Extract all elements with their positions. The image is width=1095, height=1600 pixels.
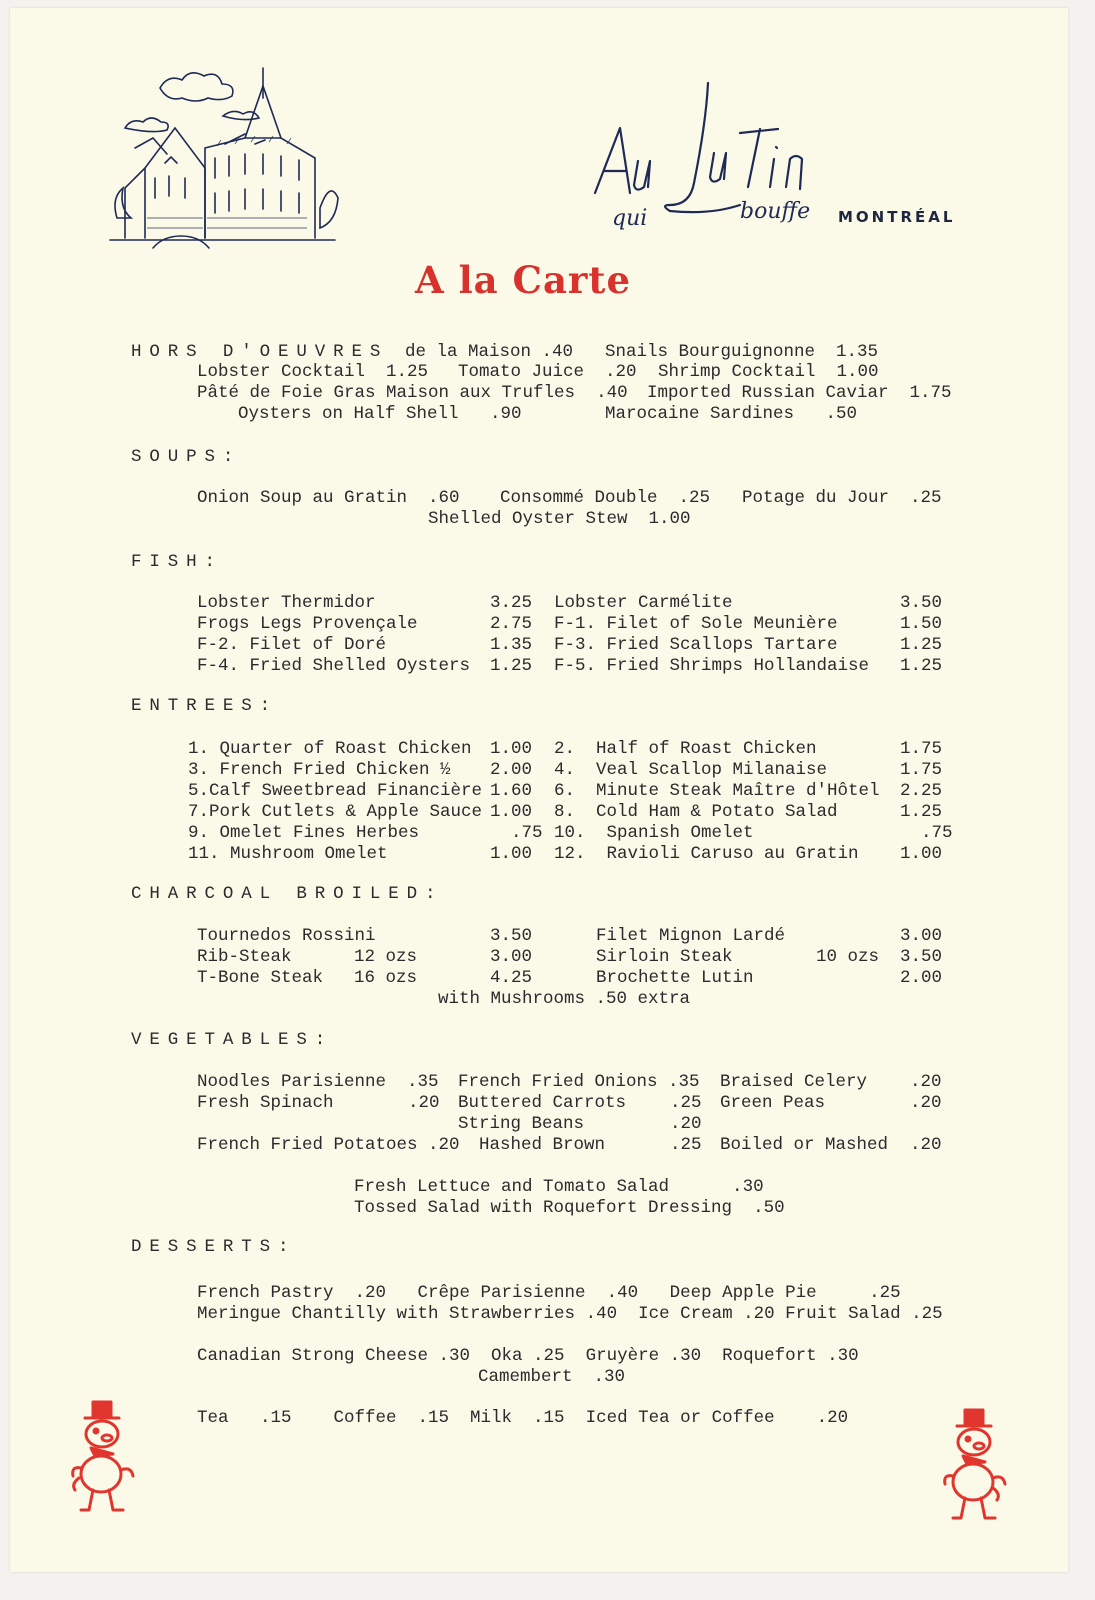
menu-line: Meringue Chantilly with Strawberries .40 Ice Cream .20 Fruit Salad .25 [197, 1304, 943, 1324]
menu-item-price: 1.35 [490, 635, 533, 655]
pig-mascot-right-icon [935, 1408, 1015, 1528]
menu-item-name: 4. Veal Scallop Milanaise [554, 760, 828, 780]
menu-item-price: .20 [910, 1093, 942, 1113]
menu-item-price: .75 [511, 823, 543, 843]
menu-line: Pâté de Foie Gras Maison aux Trufles .40 [197, 383, 628, 403]
menu-line: Snails Bourguignonne 1.35 [605, 342, 879, 362]
pig-mascot-left-icon [65, 1398, 145, 1518]
menu-item-price: 3.50 [900, 593, 943, 613]
menu-item-price: 4.25 [490, 968, 533, 988]
menu-item-name: F-4. Fried Shelled Oysters [197, 656, 471, 676]
menu-item-price: 3.00 [490, 947, 533, 967]
menu-line: Imported Russian Caviar 1.75 [647, 383, 952, 403]
menu-item-price: 1.00 [900, 844, 943, 864]
menu-item-name: Lobster Thermidor [197, 593, 376, 613]
menu-item-price: 1.50 [900, 614, 943, 634]
menu-line: French Fried Onions .35 [458, 1072, 700, 1092]
menu-item-weight: 12 ozs [354, 947, 418, 967]
menu-item-price: 3.50 [900, 947, 943, 967]
logo-sub-left: qui [612, 206, 648, 231]
menu-item-name: 1. Quarter of Roast Chicken [188, 739, 472, 759]
menu-item-name: Green Peas [720, 1093, 826, 1113]
menu-item-name: Rib-Steak [197, 947, 292, 967]
menu-item-name: Brochette Lutin [596, 968, 754, 988]
section-heading-fish: FISH: [131, 552, 223, 572]
menu-item-price: .25 [670, 1135, 702, 1155]
menu-item-price: 2.00 [490, 760, 533, 780]
menu-item-name: Sirloin Steak [596, 947, 733, 967]
section-heading-hors-doeuvres: HORS D'OEUVRES [131, 342, 389, 362]
menu-line: de la Maison .40 [405, 342, 574, 362]
menu-line: Fresh Lettuce and Tomato Salad .30 [354, 1177, 764, 1197]
au-lutin-logo [590, 73, 840, 243]
menu-item-price: 1.00 [490, 844, 533, 864]
menu-item-weight: 16 ozs [354, 968, 418, 988]
menu-item-price: 1.60 [490, 781, 533, 801]
page-title: A la Carte [415, 258, 632, 302]
section-heading-desserts: DESSERTS: [131, 1237, 297, 1257]
menu-item-price: 1.75 [900, 760, 943, 780]
menu-item-price: 2.00 [900, 968, 943, 988]
menu-item-name: Lobster Carmélite [554, 593, 733, 613]
logo-sub-right: bouffe [740, 199, 811, 224]
menu-item-name: F-3. Fried Scallops Tartare [554, 635, 838, 655]
menu-item-price: 2.25 [900, 781, 943, 801]
menu-line: French Fried Potatoes .20 [197, 1135, 460, 1155]
menu-item-price: .20 [910, 1072, 942, 1092]
section-heading-vegetables: VEGETABLES: [131, 1030, 334, 1050]
menu-line: Marocaine Sardines .50 [605, 404, 858, 424]
menu-line: Tossed Salad with Roquefort Dressing .50 [354, 1198, 785, 1218]
menu-item-name: Boiled or Mashed [720, 1135, 889, 1155]
menu-item-price: 1.25 [900, 635, 943, 655]
menu-line: Lobster Cocktail 1.25 [197, 362, 429, 382]
restaurant-sketch-illustration [105, 58, 345, 258]
menu-item-name: T-Bone Steak [197, 968, 324, 988]
menu-item-name: Buttered Carrots [458, 1093, 627, 1113]
menu-item-price: .75 [921, 823, 953, 843]
menu-line: French Pastry .20 Crêpe Parisienne .40 Deep Apple Pie .25 [197, 1283, 901, 1303]
menu-item-name: 8. Cold Ham & Potato Salad [554, 802, 838, 822]
menu-line: Consommé Double .25 [500, 488, 711, 508]
menu-item-price: 3.00 [900, 926, 943, 946]
menu-item-name: F-1. Filet of Sole Meunière [554, 614, 838, 634]
menu-page [10, 8, 1068, 1572]
menu-line: Potage du Jour .25 [742, 488, 942, 508]
menu-item-name: 2. Half of Roast Chicken [554, 739, 817, 759]
menu-line: Canadian Strong Cheese .30 Oka .25 Gruyère .30 Roquefort .30 [197, 1346, 859, 1366]
city-label: MONTRÉAL [838, 208, 956, 226]
menu-item-name: String Beans [458, 1114, 585, 1134]
menu-item-name: 3. French Fried Chicken ½ [188, 760, 451, 780]
menu-line: Onion Soup au Gratin .60 [197, 488, 460, 508]
menu-item-name: Frogs Legs Provençale [197, 614, 418, 634]
menu-item-price: 3.50 [490, 926, 533, 946]
menu-item-price: .20 [408, 1093, 440, 1113]
menu-item-price: 1.75 [900, 739, 943, 759]
menu-line: Tomato Juice .20 [458, 362, 637, 382]
menu-item-name: 7.Pork Cutlets & Apple Sauce [188, 802, 483, 822]
menu-line: Tea .15 Coffee .15 Milk .15 Iced Tea or Coffee .20 [197, 1408, 849, 1428]
menu-line: Camembert .30 [478, 1367, 626, 1387]
menu-item-price: .25 [670, 1093, 702, 1113]
menu-item-name: 6. Minute Steak Maître d'Hôtel [554, 781, 880, 801]
menu-item-name: Filet Mignon Lardé [596, 926, 786, 946]
menu-item-price: 1.00 [490, 802, 533, 822]
menu-item-name: 9. Omelet Fines Herbes [188, 823, 420, 843]
menu-item-price: 3.25 [490, 593, 533, 613]
menu-item-name: F-2. Filet of Doré [197, 635, 387, 655]
menu-line: Noodles Parisienne .35 [197, 1072, 439, 1092]
menu-item-price: 1.25 [900, 656, 943, 676]
menu-item-price: .20 [910, 1135, 942, 1155]
menu-item-price: 1.25 [490, 656, 533, 676]
menu-item-name: 12. Ravioli Caruso au Gratin [554, 844, 859, 864]
menu-item-name: 10. Spanish Omelet [554, 823, 754, 843]
menu-item-name: Braised Celery [720, 1072, 868, 1092]
menu-item-price: 1.25 [900, 802, 943, 822]
menu-item-price: 2.75 [490, 614, 533, 634]
menu-line: Oysters on Half Shell .90 [238, 404, 522, 424]
menu-item-price: .20 [670, 1114, 702, 1134]
menu-item-name: Fresh Spinach [197, 1093, 334, 1113]
menu-item-name: 11. Mushroom Omelet [188, 844, 388, 864]
menu-item-name: 5.Calf Sweetbread Financière [188, 781, 483, 801]
menu-line: Shrimp Cocktail 1.00 [658, 362, 879, 382]
section-heading-soups: SOUPS: [131, 447, 242, 467]
menu-item-price: 1.00 [490, 739, 533, 759]
menu-item-name: F-5. Fried Shrimps Hollandaise [554, 656, 870, 676]
section-heading-entrees: ENTREES: [131, 696, 279, 716]
section-heading-charcoal-broiled: CHARCOAL BROILED: [131, 884, 444, 904]
menu-item-weight: 10 ozs [816, 947, 880, 967]
menu-item-name: Tournedos Rossini [197, 926, 376, 946]
menu-line: Shelled Oyster Stew 1.00 [428, 509, 691, 529]
menu-note: with Mushrooms .50 extra [438, 989, 691, 1009]
menu-item-name: Hashed Brown [479, 1135, 606, 1155]
